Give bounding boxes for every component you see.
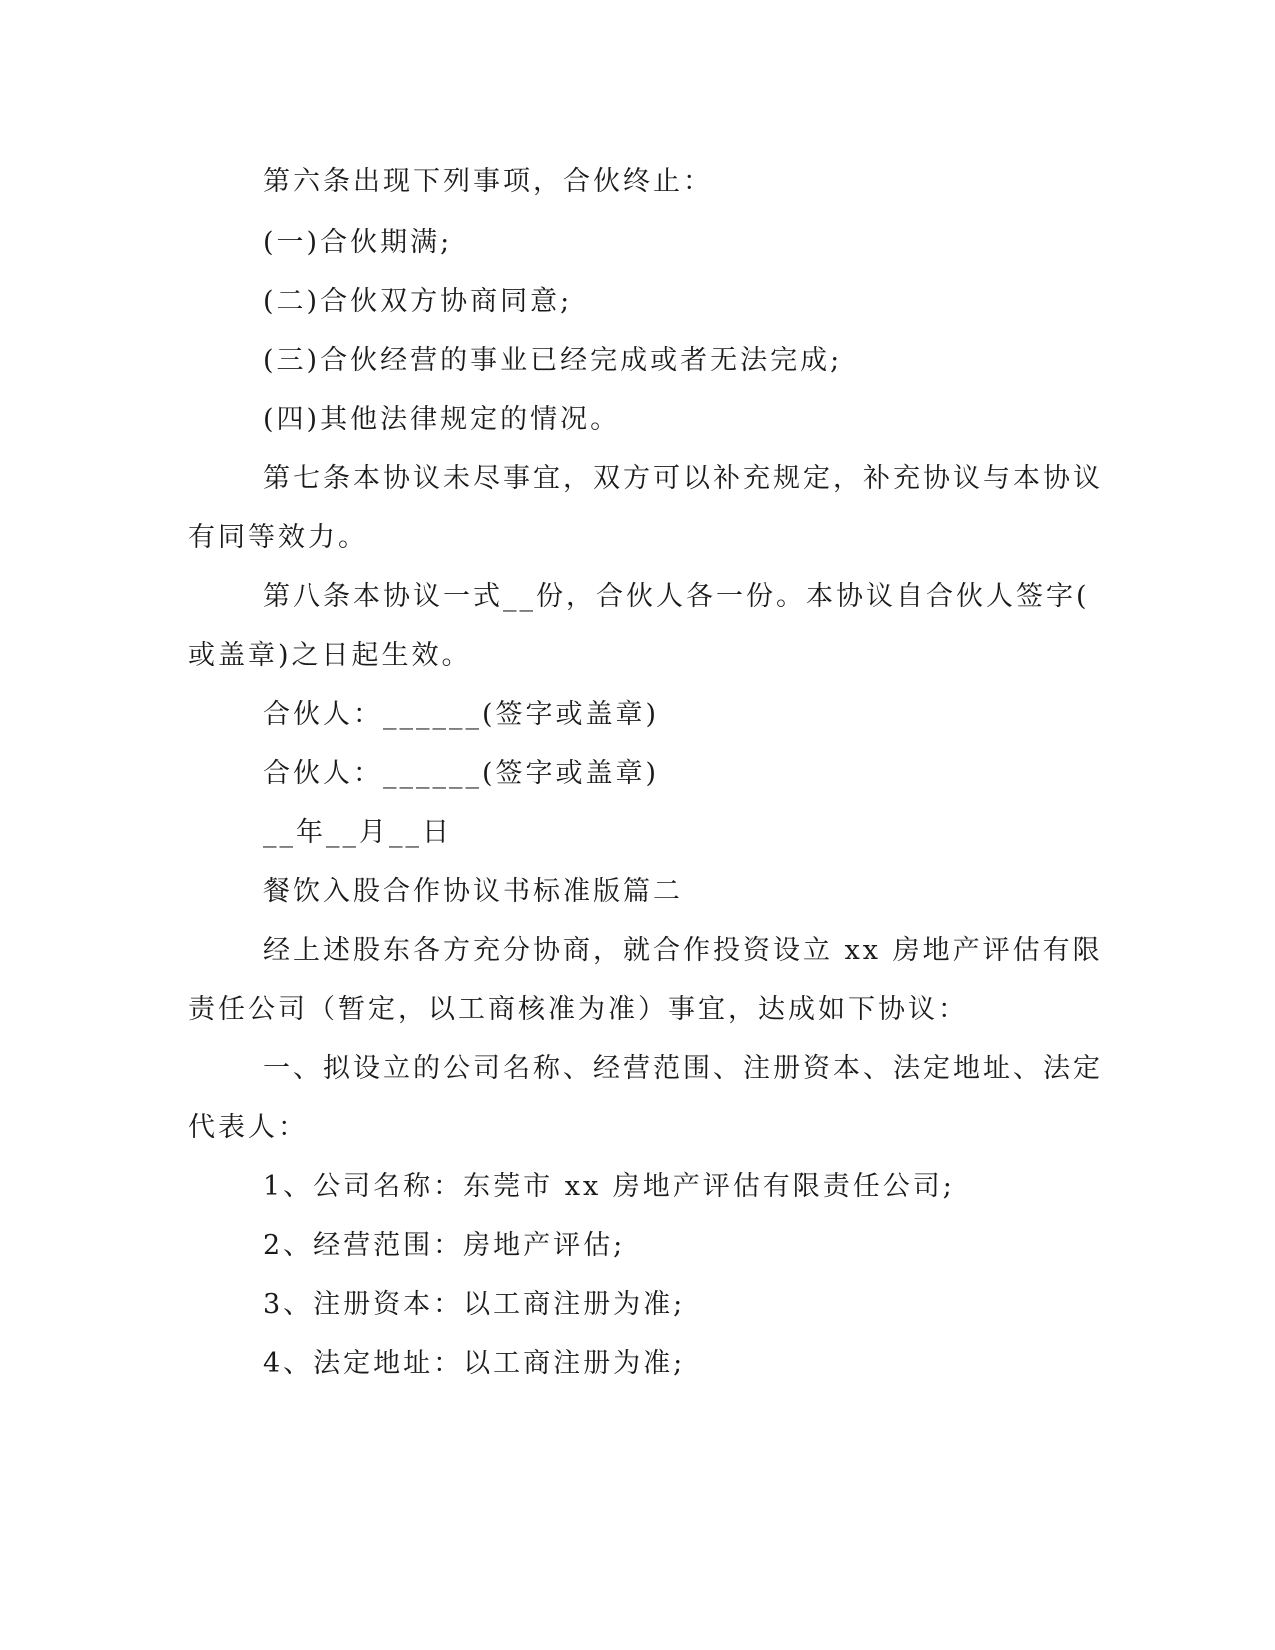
clause-item-4: 4、法定地址：以工商注册为准; [263,1348,686,1379]
paragraph-clause-1-cont: 代表人： [188,1112,308,1143]
paragraph-article-7: 第七条本协议未尽事宜，双方可以补充规定，补充协议与本协议 [263,463,1103,494]
paragraph-article-8: 第八条本协议一式__份，合伙人各一份。本协议自合伙人签字( [263,581,1090,612]
paragraph-article-6: 第六条出现下列事项，合伙终止： [263,166,713,197]
list-item-1: (一)合伙期满; [263,227,453,258]
list-item-2: (二)合伙双方协商同意; [263,286,573,317]
paragraph-article-7-cont: 有同等效力。 [188,522,368,553]
clause-item-2: 2、经营范围：房地产评估; [263,1230,626,1261]
clause-item-1: 1、公司名称：东莞市 xx 房地产评估有限责任公司; [263,1171,955,1202]
clause-item-3: 3、注册资本：以工商注册为准; [263,1289,686,1320]
list-item-3: (三)合伙经营的事业已经完成或者无法完成; [263,345,843,376]
paragraph-intro-cont: 责任公司（暂定，以工商核准为准）事宜，达成如下协议： [188,994,968,1025]
list-item-4: (四)其他法律规定的情况。 [263,404,621,435]
paragraph-intro: 经上述股东各方充分协商，就合作投资设立 xx 房地产评估有限 [263,935,1103,966]
paragraph-clause-1: 一、拟设立的公司名称、经营范围、注册资本、法定地址、法定 [263,1053,1103,1084]
signature-line-2: 合伙人：______(签字或盖章) [263,758,660,789]
signature-line-1: 合伙人：______(签字或盖章) [263,699,660,730]
section-heading: 餐饮入股合作协议书标准版篇二 [263,876,683,907]
paragraph-article-8-cont: 或盖章)之日起生效。 [188,640,472,671]
date-line: __年__月__日 [263,817,452,848]
